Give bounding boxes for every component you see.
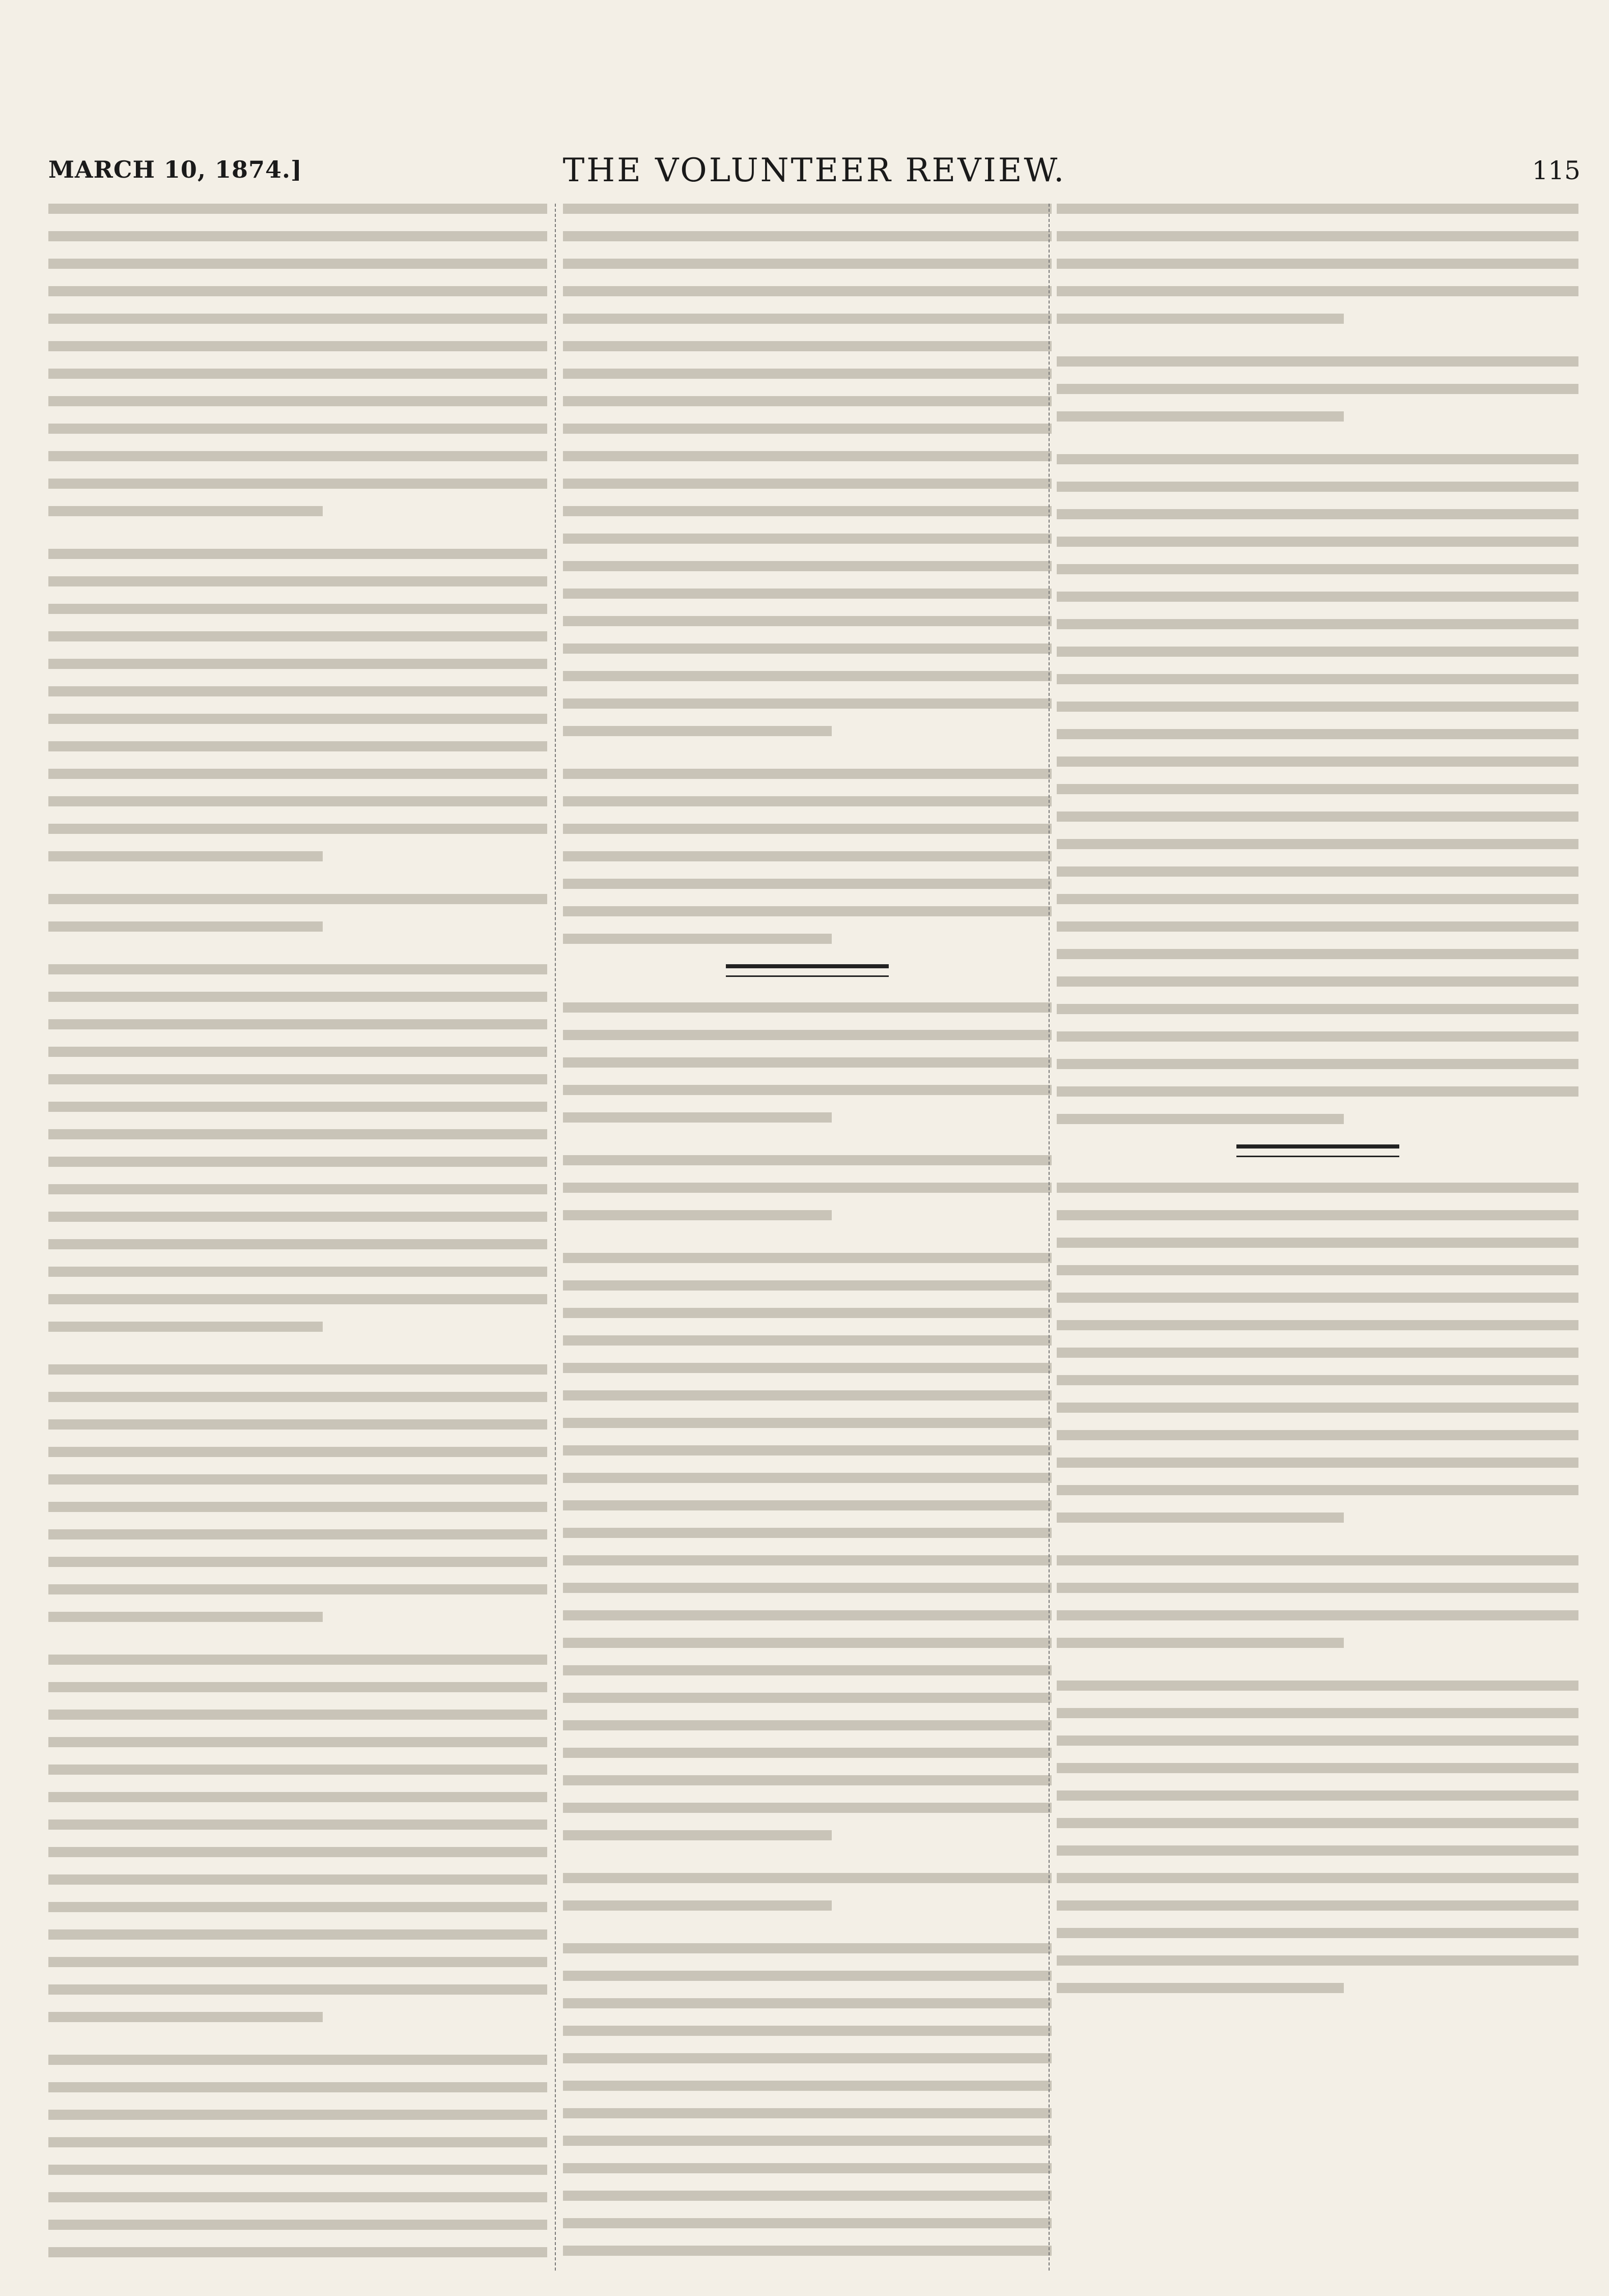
text-line-placeholder (563, 1155, 1052, 1165)
text-line-placeholder (563, 1183, 1052, 1193)
paragraph-gap (48, 949, 547, 964)
text-line-placeholder (48, 2165, 547, 2175)
text-line-placeholder (563, 1057, 1052, 1068)
text-line-placeholder (563, 2081, 1052, 2091)
text-line-placeholder (563, 1555, 1052, 1565)
text-line-placeholder (1057, 1583, 1578, 1593)
text-line-placeholder (1057, 1320, 1578, 1330)
section-rule (1236, 1144, 1399, 1157)
column-1 (48, 204, 547, 2271)
body-paragraph (1057, 454, 1578, 1124)
text-line-placeholder (563, 879, 1052, 889)
text-line-placeholder (563, 1583, 1052, 1593)
text-line-placeholder (563, 1943, 1052, 1953)
paragraph-gap (1057, 341, 1578, 356)
text-line-placeholder (563, 671, 1052, 681)
text-line-placeholder (563, 506, 1052, 516)
paragraph-gap (563, 1140, 1052, 1155)
text-line-placeholder (1057, 384, 1578, 394)
text-line-placeholder (48, 1157, 547, 1167)
issue-date: MARCH 10, 1874.] (48, 156, 302, 183)
text-line-placeholder (48, 1502, 547, 1512)
text-line-placeholder (48, 1447, 547, 1457)
section-rule (726, 964, 889, 977)
text-line-placeholder (48, 1364, 547, 1375)
text-line-placeholder (1057, 204, 1578, 214)
text-line-placeholder (563, 906, 1052, 916)
body-paragraph (48, 1364, 547, 1622)
text-line-placeholder (48, 1682, 547, 1692)
page-number: 115 (1532, 156, 1580, 185)
text-line-placeholder (563, 1528, 1052, 1538)
text-line-placeholder (563, 1693, 1052, 1703)
body-paragraph (1057, 1555, 1578, 1648)
text-line-placeholder (1057, 1873, 1578, 1883)
body-paragraph (48, 894, 547, 932)
text-line-placeholder (48, 2220, 547, 2230)
publication-title: THE VOLUNTEER REVIEW. (562, 152, 1066, 189)
text-line-placeholder (48, 314, 547, 324)
text-line-placeholder (1057, 1403, 1578, 1413)
text-line-placeholder (1057, 537, 1578, 547)
paragraph-gap (563, 1858, 1052, 1873)
text-line-placeholder (48, 549, 547, 559)
paragraph-gap (563, 1928, 1052, 1943)
paragraph-gap (1057, 1665, 1578, 1681)
text-line-placeholder (563, 1998, 1052, 2008)
text-line-placeholder (563, 424, 1052, 434)
text-line-placeholder (1057, 1955, 1578, 1966)
text-line-placeholder (563, 726, 832, 736)
body-paragraph (48, 1655, 547, 2022)
text-line-placeholder (48, 1929, 547, 1940)
column-3 (1049, 204, 1578, 2271)
text-line-placeholder (48, 604, 547, 614)
text-line-placeholder (48, 396, 547, 406)
paragraph-gap (48, 1639, 547, 1655)
text-line-placeholder (1057, 1348, 1578, 1358)
text-line-placeholder (1057, 866, 1578, 877)
text-line-placeholder (563, 1473, 1052, 1483)
text-line-placeholder (563, 231, 1052, 241)
paragraph-gap (1057, 1540, 1578, 1555)
text-line-placeholder (48, 1874, 547, 1885)
text-line-placeholder (48, 1184, 547, 1194)
text-line-placeholder (1057, 757, 1578, 767)
text-line-placeholder (1057, 1790, 1578, 1801)
text-line-placeholder (48, 992, 547, 1002)
text-line-placeholder (1057, 314, 1344, 324)
text-line-placeholder (48, 2055, 547, 2065)
text-line-placeholder (1057, 509, 1578, 519)
text-line-placeholder (1057, 1265, 1578, 1275)
text-line-placeholder (1057, 674, 1578, 684)
text-line-placeholder (563, 341, 1052, 351)
text-line-placeholder (48, 851, 323, 861)
text-line-placeholder (48, 964, 547, 974)
text-line-placeholder (1057, 1513, 1344, 1523)
text-line-placeholder (1057, 1485, 1578, 1495)
text-line-placeholder (1057, 1004, 1578, 1014)
text-line-placeholder (1057, 1183, 1578, 1193)
text-line-placeholder (48, 1392, 547, 1402)
body-paragraph (48, 549, 547, 861)
text-line-placeholder (1057, 647, 1578, 657)
text-line-placeholder (48, 1047, 547, 1057)
text-line-placeholder (48, 1294, 547, 1304)
text-line-placeholder (563, 1253, 1052, 1263)
text-line-placeholder (1057, 1610, 1578, 1620)
body-paragraph (1057, 204, 1578, 324)
text-line-placeholder (1057, 1681, 1578, 1691)
text-line-placeholder (48, 824, 547, 834)
paragraph-gap (1057, 2010, 1578, 2026)
text-line-placeholder (48, 1655, 547, 1665)
text-line-placeholder (48, 1129, 547, 1139)
text-line-placeholder (48, 1902, 547, 1912)
text-line-placeholder (48, 1984, 547, 1995)
text-line-placeholder (563, 643, 1052, 654)
text-line-placeholder (48, 796, 547, 806)
text-line-placeholder (563, 2108, 1052, 2118)
paragraph-gap (48, 534, 547, 549)
body-paragraph (563, 1155, 1052, 1220)
text-line-placeholder (1057, 619, 1578, 629)
text-line-placeholder (48, 451, 547, 461)
text-line-placeholder (563, 824, 1052, 834)
text-line-placeholder (563, 796, 1052, 806)
body-paragraph (48, 964, 547, 1332)
text-line-placeholder (1057, 1928, 1578, 1938)
text-line-placeholder (563, 1900, 832, 1911)
body-paragraph (1057, 1183, 1578, 1523)
text-line-placeholder (563, 1335, 1052, 1346)
text-line-placeholder (563, 1830, 832, 1840)
text-line-placeholder (48, 1019, 547, 1029)
text-line-placeholder (48, 631, 547, 641)
text-line-placeholder (1057, 592, 1578, 602)
text-line-placeholder (563, 1638, 1052, 1648)
text-line-placeholder (48, 1419, 547, 1430)
paragraph-gap (48, 879, 547, 894)
text-line-placeholder (48, 1737, 547, 1747)
text-line-placeholder (563, 204, 1052, 214)
text-line-placeholder (48, 1102, 547, 1112)
paragraph-gap (563, 753, 1052, 769)
text-line-placeholder (1057, 356, 1578, 367)
text-line-placeholder (48, 1239, 547, 1249)
text-line-placeholder (1057, 921, 1578, 932)
text-line-placeholder (1057, 1458, 1578, 1468)
text-line-placeholder (563, 1308, 1052, 1318)
text-line-placeholder (48, 2137, 547, 2147)
text-line-placeholder (1057, 784, 1578, 794)
text-line-placeholder (563, 1445, 1052, 1455)
text-line-placeholder (1057, 976, 1578, 987)
text-line-placeholder (48, 894, 547, 904)
text-line-placeholder (1057, 1735, 1578, 1746)
text-line-placeholder (563, 616, 1052, 626)
paragraph-gap (48, 1349, 547, 1364)
text-line-placeholder (563, 769, 1052, 779)
text-line-placeholder (1057, 1031, 1578, 1042)
text-line-placeholder (1057, 259, 1578, 269)
text-line-placeholder (1057, 894, 1578, 904)
text-line-placeholder (48, 424, 547, 434)
text-line-placeholder (1057, 1983, 1344, 1993)
text-line-placeholder (1057, 1555, 1578, 1565)
text-line-placeholder (563, 534, 1052, 544)
text-line-placeholder (1057, 1114, 1344, 1124)
text-line-placeholder (1057, 1708, 1578, 1718)
paragraph-gap (563, 1238, 1052, 1253)
text-line-placeholder (48, 1474, 547, 1485)
text-line-placeholder (563, 1971, 1052, 1981)
text-line-placeholder (48, 1847, 547, 1857)
text-line-placeholder (1057, 1086, 1578, 1097)
text-line-placeholder (48, 231, 547, 241)
text-line-placeholder (48, 2247, 547, 2257)
text-line-placeholder (563, 1210, 832, 1220)
text-line-placeholder (563, 2191, 1052, 2201)
text-line-placeholder (48, 2192, 547, 2202)
text-line-placeholder (563, 1280, 1052, 1291)
text-line-placeholder (563, 2026, 1052, 2036)
text-line-placeholder (1057, 1210, 1578, 1220)
paragraph-gap (48, 2039, 547, 2055)
body-paragraph (563, 769, 1052, 944)
text-line-placeholder (1057, 286, 1578, 296)
text-line-placeholder (48, 369, 547, 379)
body-paragraph (48, 2055, 547, 2271)
body-paragraph (563, 1943, 1052, 2271)
body-paragraph (1057, 356, 1578, 422)
text-line-placeholder (48, 286, 547, 296)
text-line-placeholder (1057, 702, 1578, 712)
text-line-placeholder (563, 1610, 1052, 1620)
text-line-placeholder (1057, 1238, 1578, 1248)
text-line-placeholder (563, 1748, 1052, 1758)
text-line-placeholder (48, 686, 547, 696)
text-line-placeholder (48, 479, 547, 489)
text-line-placeholder (48, 2110, 547, 2120)
text-line-placeholder (48, 769, 547, 779)
text-line-placeholder (563, 1112, 832, 1123)
text-line-placeholder (48, 741, 547, 751)
text-line-placeholder (48, 714, 547, 724)
text-line-placeholder (563, 1665, 1052, 1675)
text-line-placeholder (563, 1002, 1052, 1013)
text-line-placeholder (48, 1710, 547, 1720)
text-line-placeholder (48, 1074, 547, 1084)
text-line-placeholder (563, 259, 1052, 269)
text-line-placeholder (48, 1765, 547, 1775)
text-line-placeholder (563, 1873, 1052, 1883)
text-line-placeholder (1057, 231, 1578, 241)
text-line-placeholder (1057, 949, 1578, 959)
text-line-placeholder (48, 1322, 323, 1332)
text-line-placeholder (1057, 454, 1578, 464)
text-line-placeholder (48, 1212, 547, 1222)
text-line-placeholder (48, 1557, 547, 1567)
text-line-placeholder (563, 2136, 1052, 2146)
body-paragraph (563, 1253, 1052, 1840)
text-line-placeholder (48, 921, 323, 932)
text-line-placeholder (48, 204, 547, 214)
text-line-placeholder (563, 314, 1052, 324)
body-paragraph (1057, 1681, 1578, 1993)
text-line-placeholder (1057, 839, 1578, 849)
text-line-placeholder (1057, 1763, 1578, 1773)
text-line-placeholder (48, 1957, 547, 1967)
text-line-placeholder (563, 1030, 1052, 1040)
text-line-placeholder (48, 506, 323, 516)
text-line-placeholder (563, 1803, 1052, 1813)
body-paragraph (563, 1002, 1052, 1123)
text-line-placeholder (563, 934, 832, 944)
text-line-placeholder (563, 589, 1052, 599)
text-line-placeholder (48, 576, 547, 586)
text-line-placeholder (48, 1267, 547, 1277)
text-line-placeholder (563, 451, 1052, 461)
paragraph-gap (1057, 439, 1578, 454)
text-line-placeholder (563, 561, 1052, 571)
text-line-placeholder (48, 2012, 323, 2022)
text-line-placeholder (48, 259, 547, 269)
text-line-placeholder (48, 1819, 547, 1830)
text-line-placeholder (1057, 1430, 1578, 1440)
text-line-placeholder (48, 659, 547, 669)
text-line-placeholder (48, 1529, 547, 1539)
text-line-placeholder (563, 698, 1052, 709)
text-line-placeholder (563, 2163, 1052, 2173)
text-line-placeholder (563, 2218, 1052, 2228)
text-line-placeholder (1057, 482, 1578, 492)
body-paragraph (48, 204, 547, 516)
body-paragraph (563, 1873, 1052, 1911)
text-line-placeholder (1057, 1818, 1578, 1828)
text-line-placeholder (1057, 1900, 1578, 1911)
text-line-placeholder (48, 1612, 323, 1622)
text-line-placeholder (563, 369, 1052, 379)
text-line-placeholder (48, 1792, 547, 1802)
text-line-placeholder (563, 2053, 1052, 2063)
text-line-placeholder (563, 851, 1052, 861)
column-2 (555, 204, 1052, 2271)
text-line-placeholder (1057, 1059, 1578, 1069)
text-line-placeholder (563, 479, 1052, 489)
text-line-placeholder (1057, 411, 1344, 422)
text-line-placeholder (48, 1584, 547, 1594)
text-line-placeholder (1057, 1638, 1344, 1648)
page-header (48, 147, 1580, 192)
text-line-placeholder (563, 286, 1052, 296)
text-line-placeholder (48, 2082, 547, 2092)
text-line-placeholder (563, 2246, 1052, 2256)
text-line-placeholder (1057, 1293, 1578, 1303)
text-line-placeholder (563, 1720, 1052, 1730)
text-line-placeholder (48, 341, 547, 351)
text-line-placeholder (563, 396, 1052, 406)
text-line-placeholder (563, 1500, 1052, 1510)
body-paragraph (563, 204, 1052, 736)
text-line-placeholder (1057, 1375, 1578, 1385)
text-line-placeholder (1057, 811, 1578, 822)
text-line-placeholder (1057, 729, 1578, 739)
text-line-placeholder (1057, 564, 1578, 574)
text-line-placeholder (563, 1390, 1052, 1401)
text-line-placeholder (563, 1775, 1052, 1785)
text-line-placeholder (563, 1085, 1052, 1095)
text-line-placeholder (1057, 1845, 1578, 1856)
text-line-placeholder (563, 1363, 1052, 1373)
text-line-placeholder (563, 1418, 1052, 1428)
